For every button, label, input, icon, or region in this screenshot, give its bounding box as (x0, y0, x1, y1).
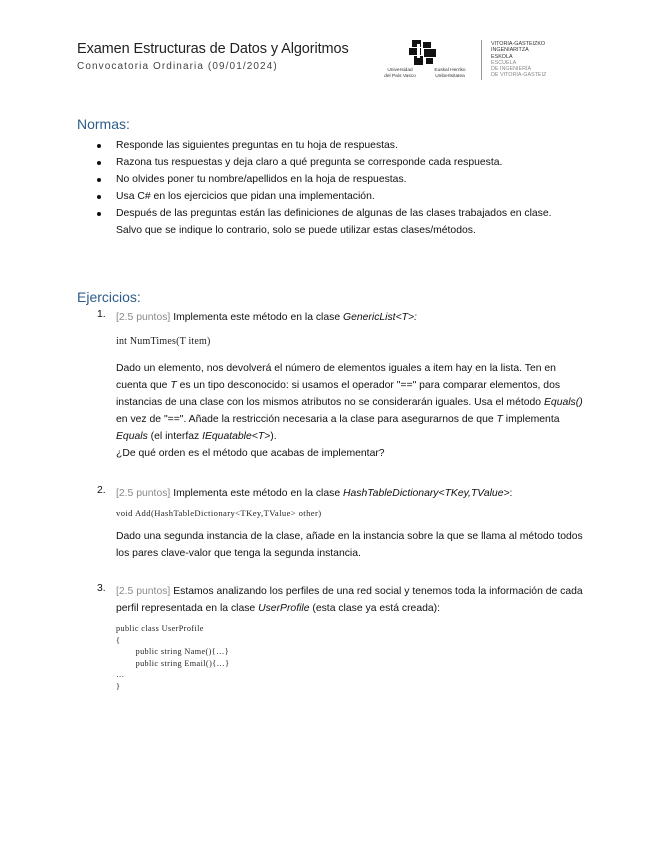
bullet-icon (97, 195, 101, 199)
bullet-icon (97, 178, 101, 182)
exam-subtitle: Convocatoria Ordinaria (09/01/2024) (77, 61, 278, 72)
exercise-3-points: [2.5 puntos] (116, 586, 171, 597)
normas-list (97, 137, 577, 239)
exercise-2-number: 2. (97, 485, 106, 496)
code-line: public string Email(){…} (116, 658, 230, 668)
exercise-1 (116, 309, 586, 462)
exercise-1-description: Dado un elemento, nos devolverá el número de elementos iguales a item hay en la lista. Ten en cuenta que T es un tipo desconocido: si usamos el operador "==" para comparar elementos, dos instancias de una clase con los mismos atributos no se considerarán iguales. Usa el método Equals() en vez de "==". Añade la restricción necesaria a la clase para asegurarnos de que T implementa Equals (el interfaz IEquatable<T>). (116, 363, 583, 442)
code-line: public class UserProfile (116, 624, 204, 633)
ejercicios-heading: Ejercicios: (77, 289, 141, 305)
exercise-1-signature: int NumTimes(T item) (116, 336, 211, 347)
exercise-3-statement: [2.5 puntos] Estamos analizando los perfiles de una red social y tenemos toda la información de cada perfil representada en la clase UserProfile (esta clase ya está creada): (116, 586, 583, 614)
list-item: Después de las preguntas están las definiciones de algunas de las clases trabajados en clase. Salvo que se indique lo contrario, solo se puede utilizar estas clases/métodos. (97, 205, 577, 239)
list-item: Razona tus respuestas y deja claro a qué pregunta se corresponde cada respuesta. (97, 154, 577, 171)
code-line: public string Name(){…} (116, 647, 230, 656)
code-line: { (116, 635, 121, 645)
upv-ehu-emblem-icon (406, 40, 440, 66)
code-line: … (116, 670, 125, 679)
exercise-3-code (116, 623, 586, 692)
upv-name-es: Universidad del País Vasco (384, 68, 416, 79)
exercise-2-description: Dado una segunda instancia de la clase, añade en la instancia sobre la que se llama al método todos los pares clave-valor que tenga la segunda instancia. (116, 530, 583, 559)
upv-ehu-logo (375, 40, 475, 84)
exercise-1-class: GenericList<T>: (343, 312, 417, 323)
exercise-1-question: ¿De qué orden es el método que acabas de implementar? (116, 448, 385, 459)
school-logo-text: VITORIA-GASTEIZKO INGENIARITZA ESKOLA ESCUELA DE INGENIERÍA DE VITORIA-GASTEIZ (491, 41, 547, 79)
code-line: } (116, 681, 121, 691)
exercise-3-number: 3. (97, 583, 106, 594)
list-item: Responde las siguientes preguntas en tu hoja de respuestas. (97, 137, 577, 154)
exercise-2 (116, 485, 586, 562)
list-item: No olvides poner tu nombre/apellidos en la hoja de respuestas. (97, 171, 577, 188)
exercise-3 (116, 583, 586, 692)
exercise-1-number: 1. (97, 309, 106, 320)
bullet-icon (97, 144, 101, 148)
normas-heading: Normas: (77, 116, 130, 132)
logo-divider (481, 40, 482, 80)
exercise-3-class: UserProfile (258, 603, 310, 614)
exercise-1-statement: [2.5 puntos] Implementa este método en la clase GenericList<T>: (116, 312, 417, 323)
exercise-2-signature: void Add(HashTableDictionary<TKey,TValue> other) (116, 508, 322, 518)
exercise-2-points: [2.5 puntos] (116, 488, 171, 499)
bullet-icon (97, 212, 101, 216)
list-item: Usa C# en los ejercicios que pidan una implementación. (97, 188, 577, 205)
exercise-1-points: [2.5 puntos] (116, 312, 171, 323)
exercise-2-class: HashTableDictionary<TKey,TValue> (343, 488, 510, 499)
exercise-2-statement: [2.5 puntos] Implementa este método en la clase HashTableDictionary<TKey,TValue>: (116, 488, 513, 499)
bullet-icon (97, 161, 101, 165)
upv-name-eu: Euskal Herriko Unibertsitatea (434, 68, 466, 79)
exam-title: Examen Estructuras de Datos y Algoritmos (77, 41, 349, 57)
